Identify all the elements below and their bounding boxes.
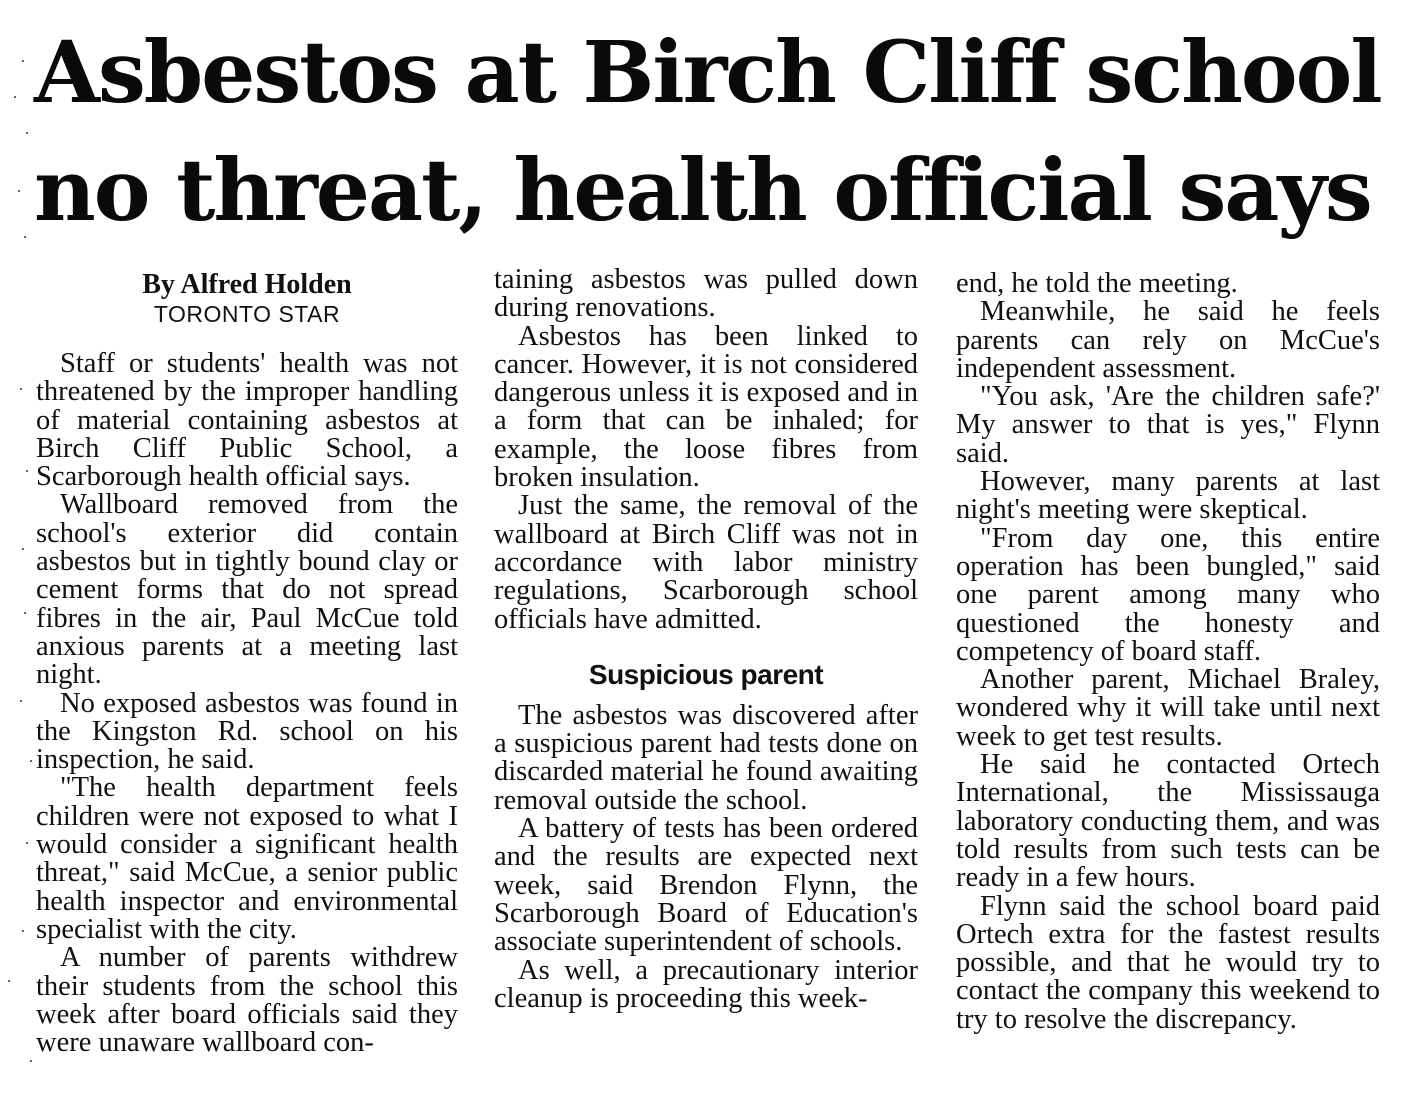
paragraph: Meanwhile, he said he feels parents can rely on McCue's independent assessment. [956, 296, 1380, 384]
paragraph: Just the same, the removal of the wallboard at Birch Cliff was not in accordance with labor ministry regulations, Scarborough school officials have admitted. [494, 490, 918, 635]
paragraph: Staff or students' health was not threatened by the improper handling of material containing asbestos at Birch Cliff Public School, a Scarborough health official says. [36, 348, 458, 493]
headline-line-2: no threat, health official says [34, 141, 1371, 241]
paragraph: "The health department feels children were not exposed to what I would consider a significant health threat," said McCue, a senior public health inspector and environmental specialist with the city. [36, 772, 458, 945]
article-column-1 [36, 264, 458, 1057]
paragraph: Flynn said the school board paid Ortech extra for the fastest results possible, and that he would try to contact the company this weekend to try to resolve the discrepancy. [956, 890, 1380, 1035]
paragraph-continued: end, he told the meeting. [956, 268, 1238, 299]
article-column-2 [494, 266, 918, 1013]
byline [36, 270, 458, 328]
paragraph: The asbestos was discovered after a suspicious parent had tests done on discarded material he found awaiting removal outside the school. [494, 699, 918, 816]
headline-line-1: Asbestos at Birch Cliff school [34, 23, 1381, 123]
paragraph: "From day one, this entire operation has been bungled," said one parent among many who questioned the honesty and competency of board staff. [956, 522, 1380, 667]
headline [34, 14, 1404, 250]
paragraph: A battery of tests has been ordered and the results are expected next week, said Brendon Flynn, the Scarborough Board of Education's associate superintendent of schools. [494, 813, 918, 958]
byline-publication: TORONTO STAR [153, 301, 341, 327]
paragraph: Another parent, Michael Braley, wondered why it will take until next week to get test results. [956, 664, 1380, 752]
paragraph: "You ask, 'Are the children safe?' My answer to that is yes," Flynn said. [956, 381, 1380, 469]
paragraph: He said he contacted Ortech International, the Mississauga laboratory conducting them, and was told results from such tests can be ready in a few hours. [956, 749, 1380, 894]
paragraph: Wallboard removed from the school's exterior did contain asbestos but in tightly bound clay or cement forms that do not spread fibres in the air, Paul McCue told anxious parents at a meeting last night. [36, 489, 458, 691]
paragraph-continued: taining asbestos was pulled down during renovations. [494, 264, 918, 324]
paragraph: A number of parents withdrew their students from the school this week after board officials said they were unaware wallboard con- [36, 942, 458, 1059]
subhead: Suspicious parent [588, 658, 824, 690]
paragraph: Asbestos has been linked to cancer. However, it is not considered dangerous unless it is exposed and in a form that can be inhaled; for example, the loose fibres from broken insulation. [494, 320, 918, 494]
byline-author: By Alfred Holden [142, 269, 352, 300]
paragraph: However, many parents at last night's meeting were skeptical. [956, 466, 1380, 526]
paragraph: No exposed asbestos was found in the Kingston Rd. school on his inspection, he said. [36, 687, 458, 776]
article-column-3 [956, 270, 1380, 1034]
paragraph: As well, a precautionary interior cleanup is proceeding this week- [494, 954, 918, 1014]
